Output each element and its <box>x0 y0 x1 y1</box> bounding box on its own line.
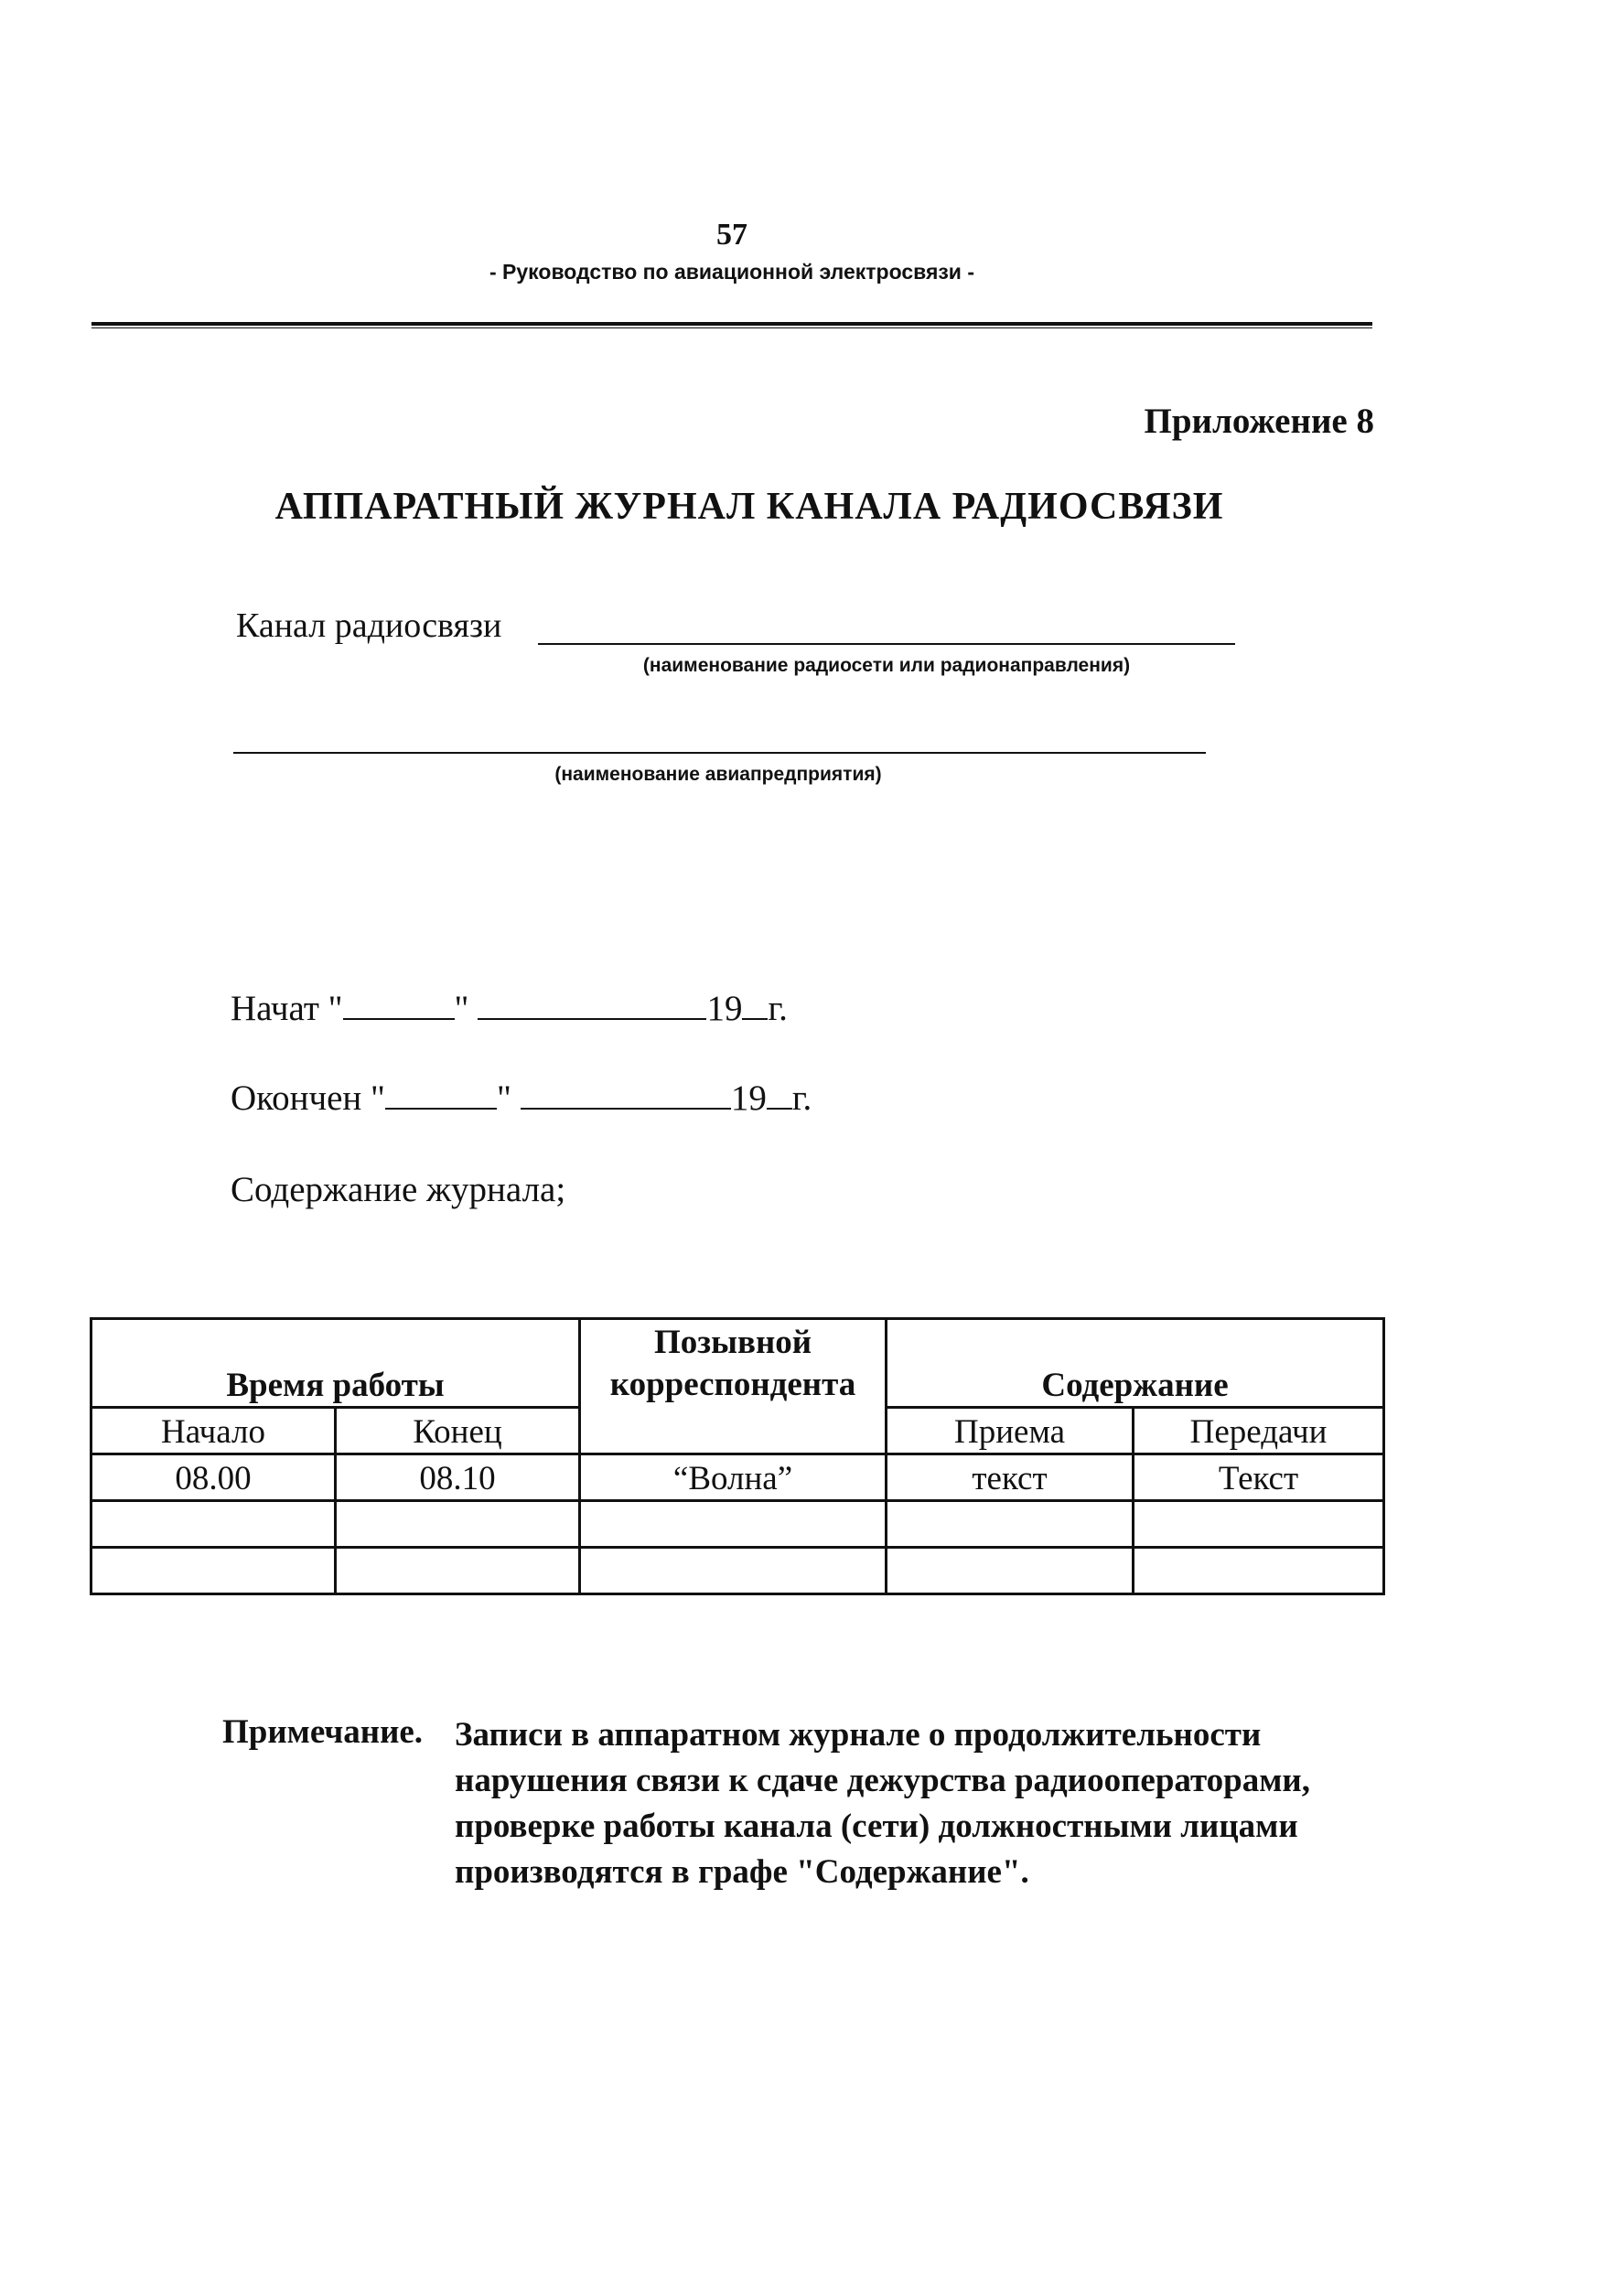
cell-callsign <box>580 1501 887 1548</box>
cell-callsign: “Волна” <box>580 1454 887 1501</box>
header-rule <box>91 322 1372 328</box>
note-label: Примечание. <box>222 1713 424 1751</box>
channel-fill-line <box>538 643 1235 645</box>
note-line: проверке работы канала (сети) должностными лицами <box>455 1808 1298 1845</box>
cell-reception: текст <box>887 1454 1134 1501</box>
appendix-label: Приложение 8 <box>1144 402 1374 441</box>
header-content: Содержание <box>887 1319 1384 1408</box>
enterprise-caption: (наименование авиапредприятия) <box>554 764 882 785</box>
cell-transmission: Текст <box>1134 1454 1384 1501</box>
header-end: Конец <box>336 1408 580 1454</box>
table-header-row <box>91 1319 1384 1408</box>
enterprise-fill-line <box>233 752 1206 754</box>
header-callsign-line2: корреспондента <box>609 1366 856 1403</box>
page-number: 57 <box>716 218 747 252</box>
header-callsign <box>580 1319 887 1454</box>
note-line: Записи в аппаратном журнале о продолжительности <box>455 1716 1262 1754</box>
cell-transmission <box>1134 1548 1384 1594</box>
header-transmission: Передачи <box>1134 1408 1384 1454</box>
note-line: нарушения связи к сдаче дежурства радиооператорами, <box>455 1762 1310 1799</box>
cell-end <box>336 1548 580 1594</box>
started-day-blank <box>343 991 455 1020</box>
header-callsign-line1: Позывной <box>653 1324 812 1361</box>
cell-end <box>336 1501 580 1548</box>
started-month-blank <box>478 991 706 1020</box>
cell-reception <box>887 1501 1134 1548</box>
cell-callsign <box>580 1548 887 1594</box>
cell-transmission <box>1134 1501 1384 1548</box>
header-reception: Приема <box>887 1408 1134 1454</box>
ended-year-prefix: 19 <box>730 1078 767 1118</box>
cell-start <box>91 1548 336 1594</box>
cell-start: 08.00 <box>91 1454 336 1501</box>
ended-line <box>231 1078 812 1119</box>
table-row <box>91 1548 1384 1594</box>
document-title: АППАРАТНЫЙ ЖУРНАЛ КАНАЛА РАДИОСВЯЗИ <box>274 486 1224 528</box>
table-row <box>91 1454 1384 1501</box>
cell-end: 08.10 <box>336 1454 580 1501</box>
channel-caption: (наименование радиосети или радионаправления) <box>642 655 1131 676</box>
cell-start <box>91 1501 336 1548</box>
started-label: Начат " <box>231 989 343 1028</box>
started-quote: " <box>454 989 469 1028</box>
header-start: Начало <box>91 1408 336 1454</box>
note-line: производятся в графе "Содержание". <box>455 1853 1029 1891</box>
header-work-time: Время работы <box>91 1319 580 1408</box>
ended-day-blank <box>385 1080 497 1110</box>
ended-year-suffix: г. <box>791 1078 812 1118</box>
note-text <box>455 1712 1443 1895</box>
ended-label: Окончен " <box>231 1078 385 1118</box>
started-year-suffix: г. <box>768 989 788 1028</box>
started-year-prefix: 19 <box>706 989 743 1028</box>
ended-month-blank <box>521 1080 731 1110</box>
ended-quote: " <box>496 1078 511 1118</box>
log-table <box>90 1317 1385 1595</box>
cell-reception <box>887 1548 1134 1594</box>
ended-year-blank <box>767 1080 792 1110</box>
started-line <box>231 988 788 1029</box>
channel-label: Канал радиосвязи <box>236 606 502 645</box>
contents-label: Содержание журнала; <box>231 1170 566 1209</box>
running-header: - Руководство по авиационной электросвязи - <box>489 260 974 284</box>
started-year-blank <box>742 991 768 1020</box>
table-row <box>91 1501 1384 1548</box>
